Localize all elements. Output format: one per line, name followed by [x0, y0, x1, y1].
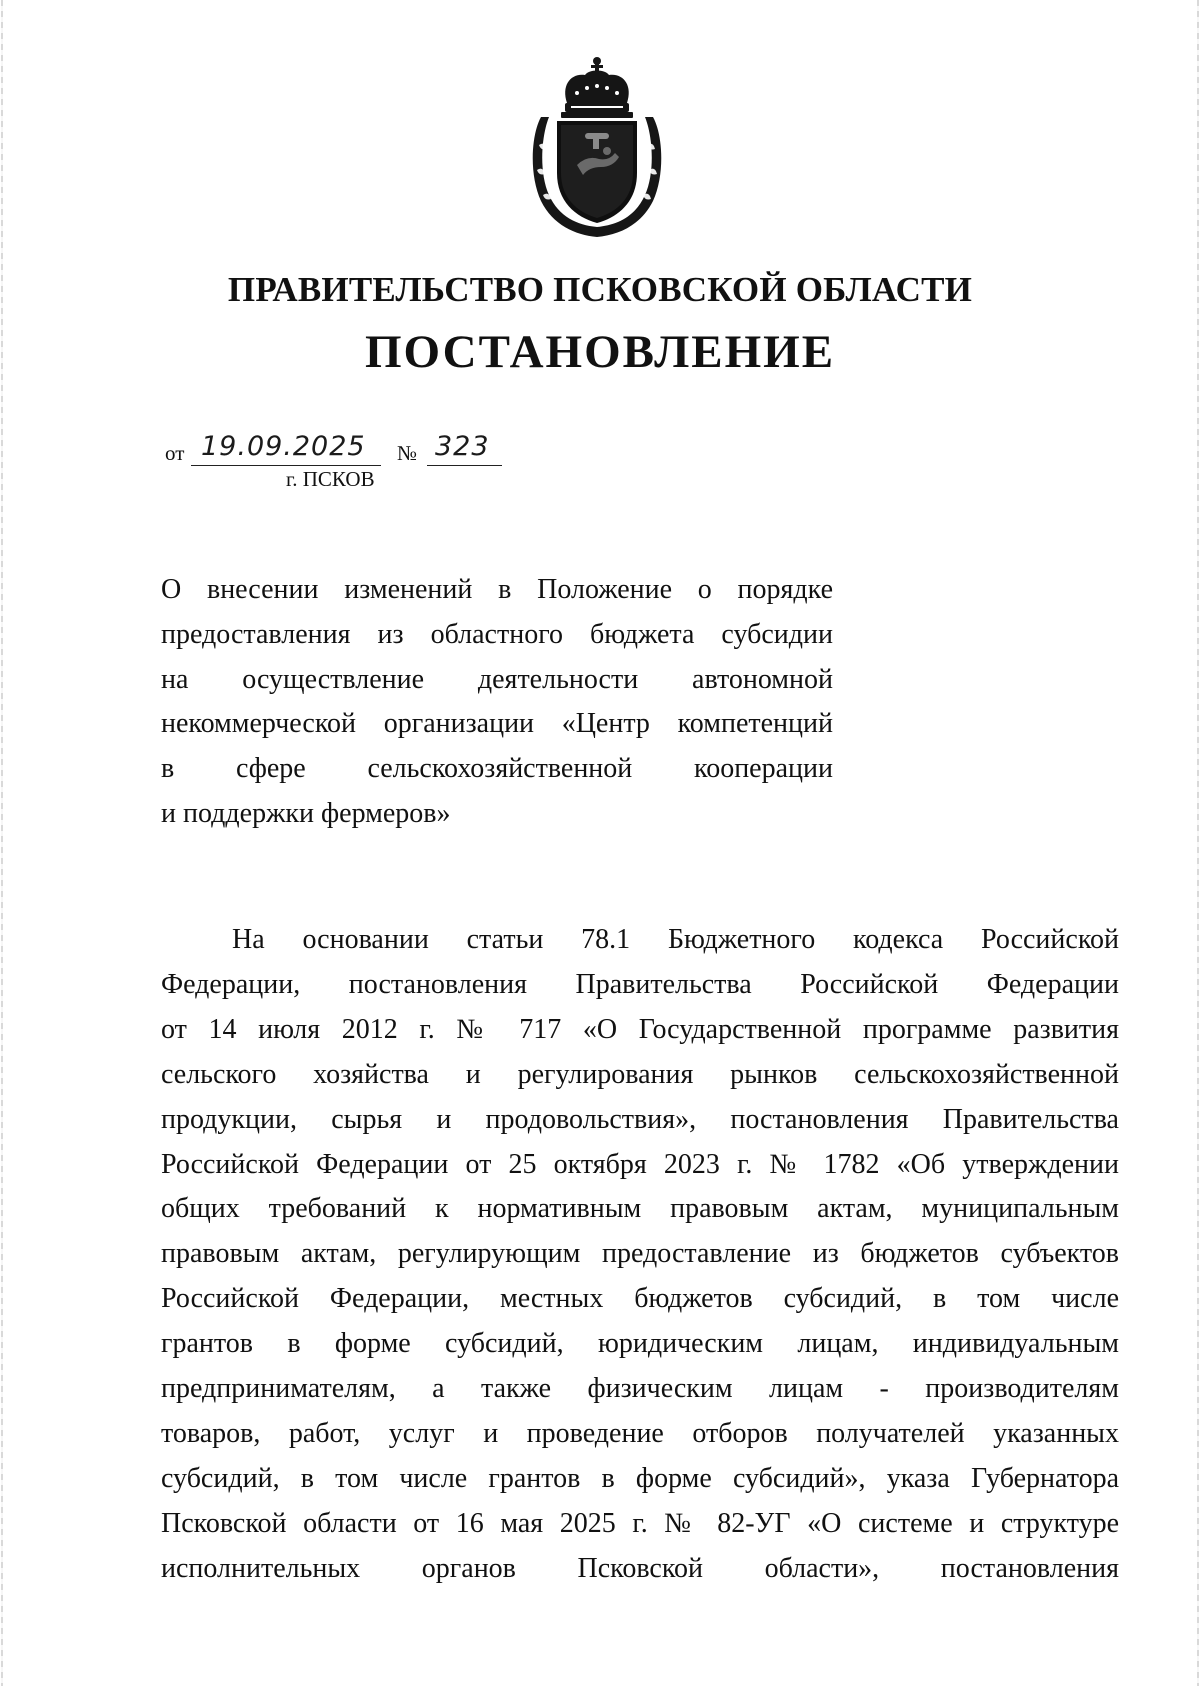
number-prefix: № [397, 441, 418, 465]
subject-line: предоставления из областного бюджета субсидии [161, 618, 833, 650]
body-paragraph [161, 918, 1119, 1592]
subject-line: и поддержки фермеров» [161, 797, 451, 829]
body-line: правовым актам, регулирующим предоставление из бюджетов субъектов [161, 1238, 1119, 1270]
subject-line: в сфере сельскохозяйственной кооперации [161, 753, 833, 785]
document-type-title: ПОСТАНОВЛЕНИЕ [364, 326, 836, 378]
body-line: предпринимателям, а также физическим лицам - производителям [161, 1373, 1119, 1405]
handwritten-date: 19.09.2025 [201, 431, 366, 462]
body-line: товаров, работ, услуг и проведение отборов получателей указанных [161, 1417, 1119, 1449]
body-line: На основании статьи 78.1 Бюджетного кодекса Российской [232, 924, 1119, 955]
body-line: Российской Федерации от 25 октября 2023 г. № 1782 «Об утверждении [161, 1148, 1119, 1180]
date-prefix: от [165, 441, 185, 465]
body-line: общих требований к нормативным правовым актам, муниципальным [161, 1193, 1119, 1225]
body-line: субсидий, в том числе грантов в форме субсидий», указа Губернатора [161, 1462, 1119, 1494]
body-line: от 14 июля 2012 г. № 717 «О Государственной программе развития [161, 1013, 1119, 1045]
scan-edge-left [1, 0, 3, 1686]
subject-line: О внесении изменений в Положение о порядке [161, 574, 833, 605]
organization-title: ПРАВИТЕЛЬСТВО ПСКОВСКОЙ ОБЛАСТИ [227, 270, 973, 309]
body-line: Российской Федерации, местных бюджетов субсидий, в том числе [161, 1283, 1119, 1315]
scan-edge-right [1197, 0, 1199, 1686]
body-line: сельского хозяйства и регулирования рынков сельскохозяйственной [161, 1058, 1119, 1090]
number-underline [427, 465, 502, 466]
body-line: продукции, сырья и продовольствия», постановления Правительства [161, 1103, 1119, 1135]
coat-of-arms-icon [527, 55, 667, 240]
handwritten-number: 323 [435, 431, 490, 462]
body-line: Федерации, постановления Правительства Российской Федерации [161, 968, 1119, 1000]
subject-line: на осуществление деятельности автономной [161, 663, 833, 695]
city-label: г. ПСКОВ [286, 467, 375, 491]
subject-line: некоммерческой организации «Центр компетенций [161, 708, 833, 740]
body-line: грантов в форме субсидий, юридическим лицам, индивидуальным [161, 1328, 1119, 1360]
body-line: Псковской области от 16 мая 2025 г. № 82-УГ «О системе и структуре [161, 1507, 1119, 1539]
date-underline [191, 465, 381, 466]
body-line: исполнительных органов Псковской области», постановления [161, 1552, 1119, 1584]
document-subject [161, 568, 833, 837]
